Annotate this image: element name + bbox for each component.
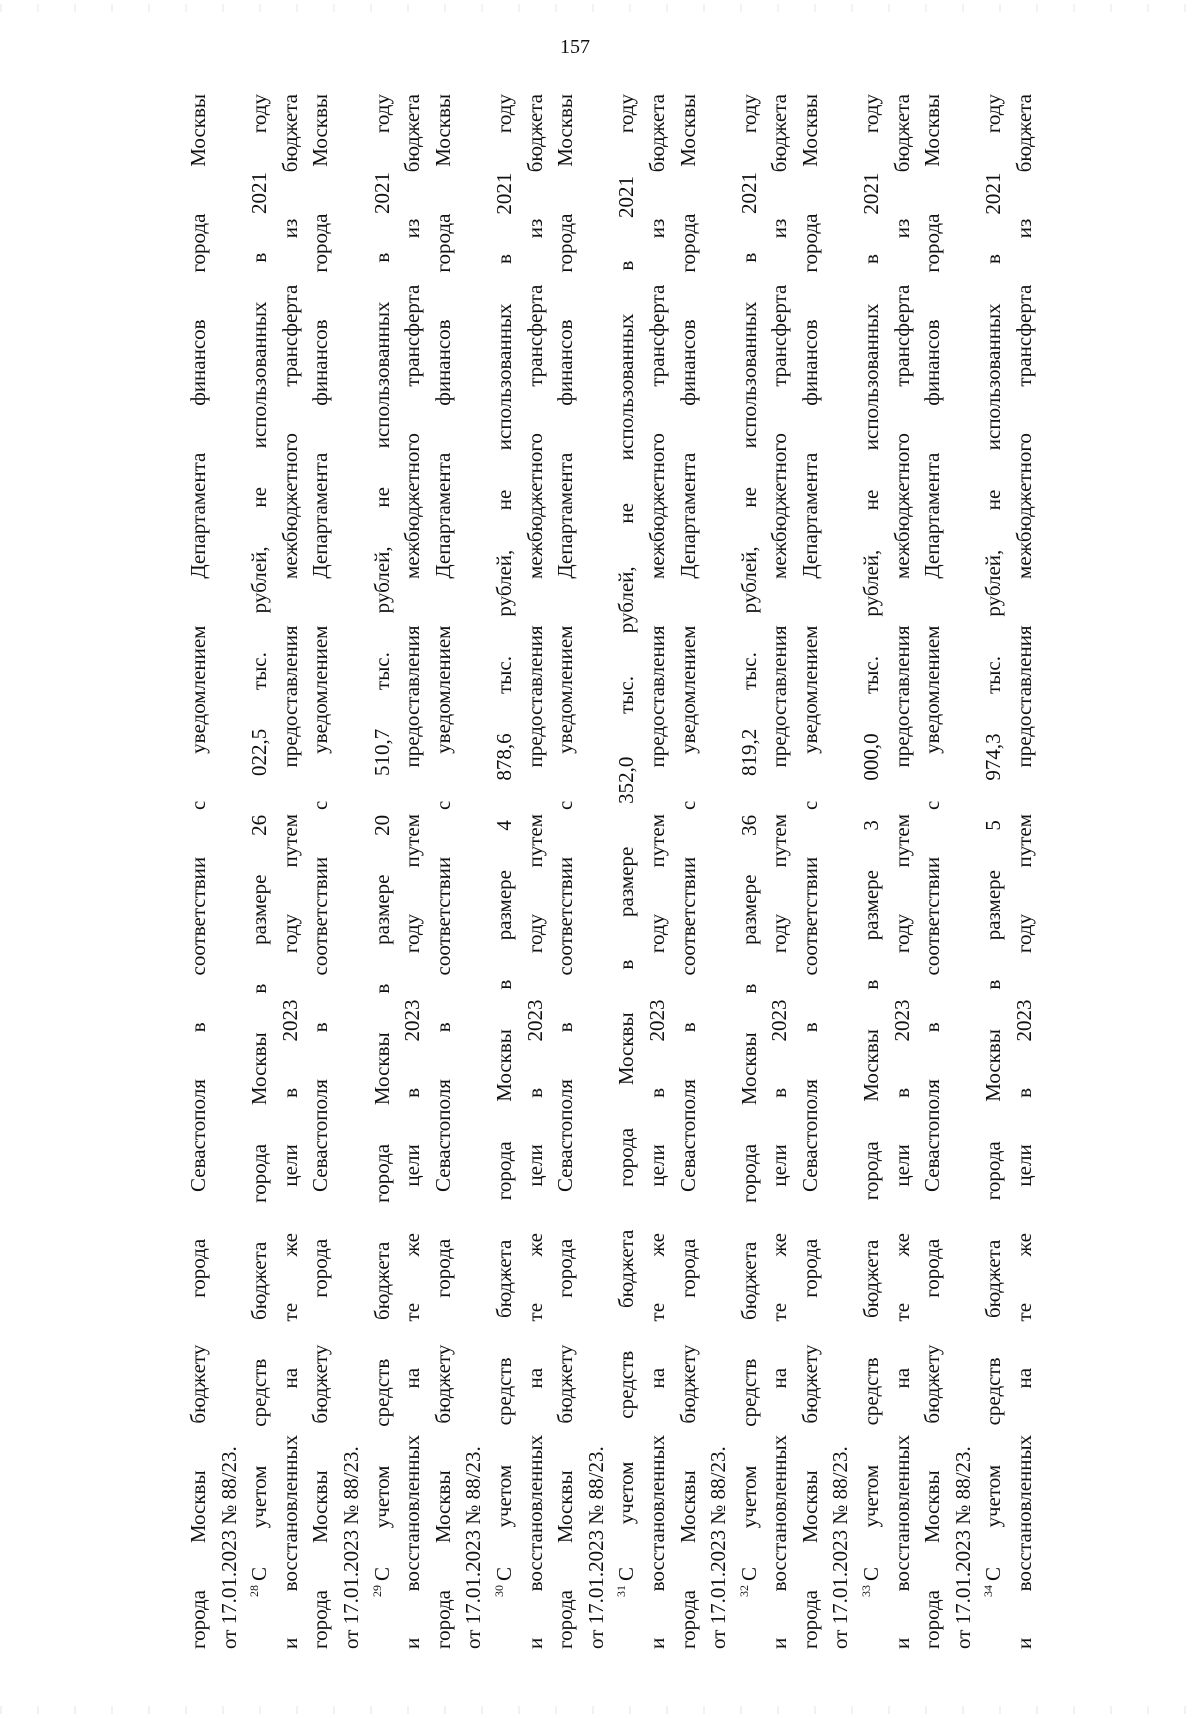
- text-line: и восстановленных на те же цели в 2023 году путем предоставления межбюджетного трансферта из бюджета: [400, 94, 425, 1649]
- footnote-text: С учетом средств бюджета города Москвы в размере 352,0 тыс. рублей, не использованных в 2021 году: [614, 94, 639, 1581]
- footnote-text: С учетом средств бюджета города Москвы в размере 3 000,0 тыс. рублей, не использованных в 2021 году: [859, 94, 884, 1581]
- text-line: города Москвы бюджету города Севастополя в соответствии с уведомлением Департамента финансов города Москвы: [553, 94, 578, 1649]
- footnote-33-line: [856, 94, 887, 1649]
- footnote-29-line: [367, 94, 398, 1649]
- footnote-number: 29: [369, 1585, 384, 1597]
- text-line: от 17.01.2023 № 88/23.: [950, 1446, 975, 1649]
- text-line: от 17.01.2023 № 88/23.: [706, 1446, 731, 1649]
- text-line: от 17.01.2023 № 88/23.: [461, 1446, 486, 1649]
- footnote-number: 28: [247, 1585, 262, 1597]
- footnote-text: С учетом средств бюджета города Москвы в размере 5 974,3 тыс. рублей, не использованных в 2021 году: [981, 94, 1006, 1581]
- text-line: от 17.01.2023 № 88/23.: [338, 1446, 363, 1649]
- footnote-number: 33: [859, 1585, 874, 1597]
- text-line: и восстановленных на те же цели в 2023 году путем предоставления межбюджетного трансферта из бюджета: [889, 94, 914, 1649]
- text-line: и восстановленных на те же цели в 2023 году путем предоставления межбюджетного трансферта из бюджета: [277, 94, 302, 1649]
- footnote-30-line: [489, 94, 520, 1649]
- footnote-text: С учетом средств бюджета города Москвы в размере 26 022,5 тыс. рублей, не использованных в 2021 году: [247, 94, 272, 1581]
- footnotes-block: [183, 94, 1113, 1649]
- footnote-text: С учетом средств бюджета города Москвы в размере 4 878,6 тыс. рублей, не использованных в 2021 году: [491, 94, 516, 1581]
- scan-edge-top: [0, 4, 1200, 12]
- text-line: и восстановленных на те же цели в 2023 году путем предоставления межбюджетного трансферта из бюджета: [767, 94, 792, 1649]
- footnotes-rotated-text: [183, 94, 1113, 1649]
- footnote-text: С учетом средств бюджета города Москвы в размере 20 510,7 тыс. рублей, не использованных в 2021 году: [369, 94, 394, 1581]
- footnote-number: 30: [491, 1585, 506, 1597]
- text-line: и восстановленных на те же цели в 2023 году путем предоставления межбюджетного трансферта из бюджета: [644, 94, 669, 1649]
- text-line: от 17.01.2023 № 88/23.: [583, 1446, 608, 1649]
- page-number: 157: [560, 36, 590, 58]
- text-line: и восстановленных на те же цели в 2023 году путем предоставления межбюджетного трансферта из бюджета: [522, 94, 547, 1649]
- text-line: города Москвы бюджету города Севастополя в соответствии с уведомлением Департамента финансов города Москвы: [186, 94, 210, 1649]
- footnote-number: 34: [981, 1585, 996, 1597]
- scan-edge-bottom: [0, 1706, 1200, 1714]
- footnote-28-line: [244, 94, 275, 1649]
- footnote-text: С учетом средств бюджета города Москвы в размере 36 819,2 тыс. рублей, не использованных в 2021 году: [736, 94, 761, 1581]
- text-line: от 17.01.2023 № 88/23.: [216, 1446, 241, 1649]
- text-line: города Москвы бюджету города Севастополя в соответствии с уведомлением Департамента финансов города Москвы: [920, 94, 945, 1649]
- text-line: города Москвы бюджету города Севастополя в соответствии с уведомлением Департамента финансов города Москвы: [430, 94, 455, 1649]
- footnote-31-line: [611, 94, 642, 1649]
- text-line: и восстановленных на те же цели в 2023 году путем предоставления межбюджетного трансферта из бюджета: [1012, 94, 1037, 1649]
- text-line: города Москвы бюджету города Севастополя в соответствии с уведомлением Департамента финансов города Москвы: [675, 94, 700, 1649]
- text-line: города Москвы бюджету города Севастополя в соответствии с уведомлением Департамента финансов города Москвы: [797, 94, 822, 1649]
- footnote-34-line: [978, 94, 1009, 1649]
- footnote-32-line: [734, 94, 765, 1649]
- footnote-number: 32: [736, 1585, 751, 1597]
- footnote-number: 31: [614, 1585, 629, 1597]
- text-line: города Москвы бюджету города Севастополя в соответствии с уведомлением Департамента финансов города Москвы: [308, 94, 333, 1649]
- text-line: от 17.01.2023 № 88/23.: [828, 1446, 853, 1649]
